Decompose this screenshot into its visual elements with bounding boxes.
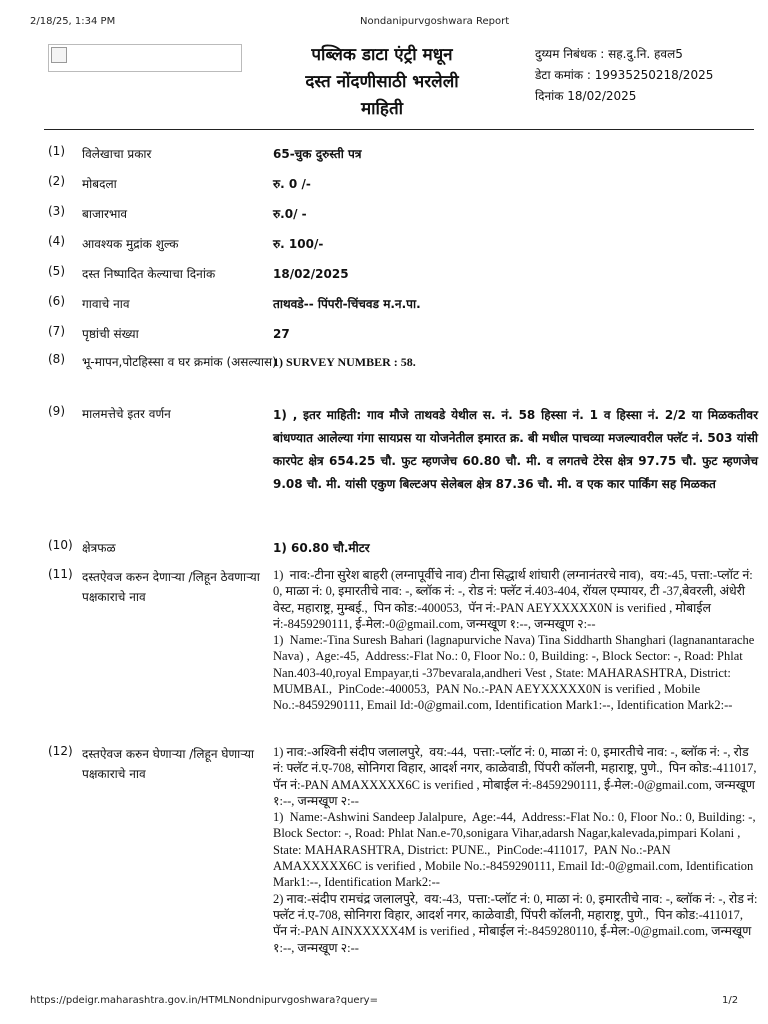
row-value: रु. 0 /- — [273, 177, 311, 191]
row-label: दस्त निष्पादित केल्याचा दिनांक — [82, 267, 216, 281]
row-label: विलेखाचा प्रकार — [82, 147, 152, 161]
row-value: 1) SURVEY NUMBER : 58. — [273, 355, 416, 369]
row-number: (8) — [48, 352, 65, 366]
footer-page-number: 1/2 — [722, 995, 739, 1006]
row-value: 1) 60.80 चौ.मीटर — [273, 541, 370, 555]
row-label: गावाचे नाव — [82, 297, 130, 311]
row-value: 27 — [273, 327, 290, 341]
report-date: दिनांक 18/02/2025 — [535, 89, 637, 103]
row-value: 18/02/2025 — [273, 267, 349, 281]
title-line-3: माहिती — [360, 99, 404, 119]
logo-placeholder — [48, 44, 242, 72]
broken-image-icon — [51, 47, 67, 63]
row-number: (3) — [48, 204, 65, 218]
office-name: दुय्यम निबंधक : सह.दु.नि. हवल5 — [535, 47, 683, 61]
title-line-1: पब्लिक डाटा एंट्री मधून — [311, 45, 453, 65]
row-number: (9) — [48, 404, 65, 418]
row-number: (4) — [48, 234, 65, 248]
row-label: क्षेत्रफळ — [82, 541, 116, 555]
data-number: डेटा कमांक : 19935250218/2025 — [535, 68, 714, 82]
row-value: 65-चुक दुरुस्ती पत्र — [273, 147, 362, 161]
row-label: आवश्यक मुद्रांक शुल्क — [82, 237, 179, 251]
print-datetime: 2/18/25, 1:34 PM — [30, 16, 116, 27]
footer-url: https://pdeigr.maharashtra.gov.in/HTMLNondnipurvgoshwara?query= — [30, 995, 378, 1006]
row-number: (10) — [48, 538, 73, 552]
report-meta — [535, 44, 713, 107]
row-value: रु.0/ - — [273, 207, 307, 221]
title-line-2: दस्त नोंदणीसाठी भरलेली — [305, 72, 459, 92]
row-number: (1) — [48, 144, 65, 158]
row-number: (12) — [48, 744, 73, 758]
row-number: (6) — [48, 294, 65, 308]
row-value: रु. 100/- — [273, 237, 324, 251]
row-label: दस्तऐवज करुन देणाऱ्या /लिहून ठेवणाऱ्या पक्षकाराचे नाव — [82, 570, 260, 604]
row-number: (2) — [48, 174, 65, 188]
row-label: पृष्ठांची संख्या — [82, 327, 139, 341]
row-value: 1) , इतर माहिती: गाव मौजे ताथवडे येथील स. नं. 58 हिस्सा नं. 1 व हिस्सा नं. 2/2 या मिळकतीवर बांधण्यात आलेल्या गंगा सायप्रस या योजनेतील इमारत क्र. बी मधील पाचव्या मजल्यावरील फ्लॅट नं. 503 यांसी कारपेट क्षेत्र 654.25 चौ. फुट म्हणजेच 60.80 चौ. मी. व लगतचे टेरेस क्षेत्र 97.75 चौ. फुट म्हणजेच 9.08 चौ. मी. यांसी एकुण बिल्टअप सेलेबल क्षेत्र 87.36 चौ. मी. व एक कार पार्किंग सह मिळकत — [273, 408, 758, 491]
row-value: 1) नाव:-टीना सुरेश बाहरी (लग्नापूर्वीचे नाव) टीना सिद्धार्थ शांघारी (लग्नानंतरचे नाव), वय:-45, पत्ता:-प्लॉट नं: 0, माळा नं: 0, इमारतीचे नाव: -, ब्लॉक नं: -, रोड नं: फ्लॅट नं.403-404, रॉयल एम्पायर, टी -37,बेवरली, अंधेरी वेस्ट, महाराष्ट्र, मुम्बई., पिन कोड:-400053, पॅन नं:-PAN AEYXXXXX0N is verified , मोबाईल नं:-8459290111, ई-मेल:-0@gmail.com, जन्मखूण १:--, जन्मखूण २:-- 1) Name:-Tina Suresh Bahari (lagnapurviche Nava) Tina Siddharth Shanghari (lagnanantarache Nava) , Age:-45, Address:-Flat No.: 0, Floor No.: 0, Building: -, Block Sector: -, Road: Phlat Nan.403-40,royal Empayar,ti -37bevarala,andheri Vest , State: MAHARASHTRA, District: MUMBAI., PinCode:-400053, PAN No.:-PAN AEYXXXXX0N is verified , Mobile No.:-8459290111, Email Id:-0@gmail.com, Identification Mark1:--, Identification Mark2:-- — [273, 568, 755, 713]
row-label: मोबदला — [82, 177, 117, 191]
row-number: (5) — [48, 264, 65, 278]
header-divider — [44, 129, 754, 130]
print-page-title: Nondanipurvgoshwara Report — [360, 16, 510, 27]
row-value: ताथवडे-- पिंपरी-चिंचवड म.न.पा. — [273, 297, 421, 311]
row-value: 1) नाव:-अश्विनी संदीप जलालपुरे, वय:-44, पत्ता:-प्लॉट नं: 0, माळा नं: 0, इमारतीचे नाव: -, ब्लॉक नं: -, रोड नं: फ्लॅट नं.ए-708, सोनिगरा विहार, आदर्श नगर, काळेवाडी, पिंपरी कॉलनी, महाराष्ट्र, पुणे., पिन कोड:-411017, पॅन नं:-PAN AMAXXXXX6C is verified , मोबाईल नं:-8459290111, ई-मेल:-0@gmail.com, जन्मखूण १:--, जन्मखूण २:-- 1) Name:-Ashwini Sandeep Jalalpure, Age:-44, Address:-Flat No.: 0, Floor No.: 0, Building: -, Block Sector: -, Road: Phlat Nan.e-70,sonigara Vihar,adarsh Nagar,kalevada,pimpari Kolani , State: MAHARASHTRA, District: PUNE., PinCode:-411017, PAN No.:-PAN AMAXXXXX6C is verified , Mobile No.:-8459290111, Email Id:-0@gmail.com, Identification Mark1:--, Identification Mark2:-- 2) नाव:-संदीप रामचंद्र जलालपुरे, वय:-43, पत्ता:-प्लॉट नं: 0, माळा नं: 0, इमारतीचे नाव: -, ब्लॉक नं: -, रोड नं: फ्लॅट नं.ए-708, सोनिगरा विहार, आदर्श नगर, काळेवाडी, पिंपरी कॉलनी, महाराष्ट्र, पुणे., पिन कोड:-411017, पॅन नं:-PAN AINXXXXX4M is verified , मोबाईल नं:-8459280110, ई-मेल:-0@gmail.com, जन्मखूण १:--, जन्मखूण २:-- — [273, 745, 758, 955]
row-number: (7) — [48, 324, 65, 338]
row-label: मालमत्तेचे इतर वर्णन — [82, 407, 171, 421]
row-label: भू-मापन,पोटहिस्सा व घर क्रमांक (असल्यास) — [82, 355, 277, 369]
row-number: (11) — [48, 567, 73, 581]
report-title — [272, 42, 492, 123]
row-label: दस्तऐवज करुन घेणाऱ्या /लिहून घेणाऱ्या पक्षकाराचे नाव — [82, 747, 255, 781]
row-label: बाजारभाव — [82, 207, 128, 221]
